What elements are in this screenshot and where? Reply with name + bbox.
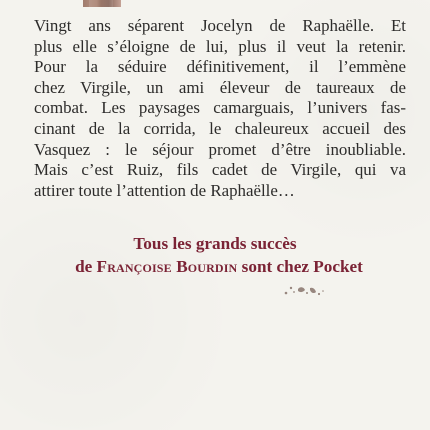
promo-line-2 — [8, 255, 430, 278]
author-name: Françoise Bourdin — [96, 257, 238, 277]
summary-line-3: Pour la séduire définitivement, il l’emmène — [34, 57, 406, 77]
summary-line-1: Vingt ans séparent Jocelyn de Raphaëlle. Et — [34, 16, 406, 35]
summary-line-7: Vasquez : le séjour promet d’être inoubliable. — [34, 139, 406, 159]
pocket-promo — [0, 232, 430, 279]
cover-image-fragment — [83, 0, 121, 7]
summary-line-9: attirer toute l’attention de Raphaëlle… — [34, 180, 295, 200]
summary-line-5: combat. Les paysages camarguais, l’univers fas- — [34, 98, 406, 118]
promo-suffix: sont chez Pocket — [237, 257, 363, 277]
ink-speck-mark — [280, 282, 326, 299]
promo-prefix: de — [75, 257, 97, 277]
summary-line-8: Mais c’est Ruiz, fils cadet de Virgile, qui va — [34, 160, 406, 180]
book-summary — [34, 16, 406, 201]
summary-line-2: plus elle s’éloigne de lui, plus il veut la retenir. — [34, 36, 406, 56]
summary-line-4: chez Virgile, un ami éleveur de taureaux de — [34, 77, 406, 97]
promo-line-1: Tous les grands succès — [133, 234, 297, 253]
summary-line-6: cinant de la corrida, le chaleureux accueil des — [34, 118, 406, 138]
